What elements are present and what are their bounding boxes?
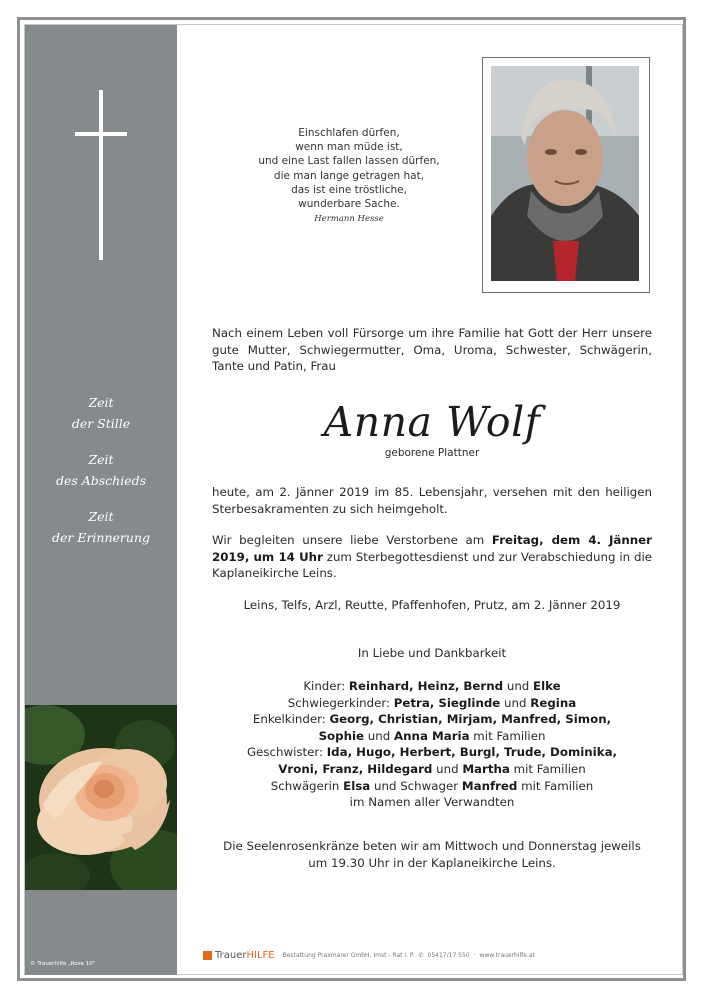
quote-line: wunderbare Sache.: [298, 198, 400, 211]
portrait-photo: [491, 66, 639, 281]
funeral-date: Freitag, dem 4. Jänner 2019, um 14 Uhr: [212, 533, 653, 564]
rose-image: [25, 705, 177, 890]
names: Anna Maria: [394, 728, 470, 743]
names: Petra, Sieglinde: [393, 695, 501, 710]
label: und Schwager: [370, 778, 462, 793]
brand-part: Trauer: [215, 949, 247, 961]
family-list: [212, 678, 652, 811]
conj: und: [500, 695, 531, 710]
phone-text: 05417/17 550: [427, 951, 470, 959]
names: Regina: [530, 695, 577, 710]
trauerhilfe-logo-icon: [203, 951, 212, 960]
quote-line: Einschlafen dürfen,: [298, 127, 400, 139]
funeral-pre: Wir begleiten unsere liebe Verstorbene am: [212, 533, 492, 547]
names: Elsa: [343, 778, 371, 793]
names: Sophie: [318, 728, 365, 743]
family-line: [212, 778, 652, 795]
names: Manfred: [461, 778, 518, 793]
family-line: [212, 728, 652, 745]
family-line: im Namen aller Verwandten: [349, 795, 515, 810]
verse-line: Zeit: [88, 452, 114, 467]
names: Reinhard, Heinz, Bernd: [348, 679, 504, 693]
verse-block: [25, 392, 177, 434]
conj: und: [432, 761, 463, 776]
birth-name: geborene Plattner: [384, 447, 480, 459]
names: Georg, Christian, Mirjam, Manfred, Simon,: [329, 712, 612, 727]
sidebar-verse: [25, 392, 177, 563]
names: Ida, Hugo, Herbert, Burgl, Trude, Dominika,: [326, 745, 618, 760]
verse-block: [25, 506, 177, 548]
quote-line: wenn man müde ist,: [295, 141, 403, 154]
quote-line: die man lange getragen hat,: [273, 169, 425, 182]
verse-line: der Stille: [71, 416, 131, 431]
names: Vroni, Franz, Hildegard: [278, 761, 433, 776]
conj: und: [503, 679, 534, 693]
family-line: [212, 761, 652, 778]
place-date: Leins, Telfs, Arzl, Reutte, Pfaffenhofen, Prutz, am 2. Jänner 2019: [243, 598, 621, 612]
quote-author: Hermann Hesse: [314, 214, 384, 225]
brand-logo: [215, 950, 275, 961]
cross-icon-bar: [75, 132, 127, 136]
label: Schwiegerkinder:: [287, 695, 394, 710]
quote-line: und eine Last fallen lassen dürfen,: [258, 155, 440, 168]
quote: [238, 126, 460, 226]
label: Kinder:: [303, 679, 349, 693]
cross-icon: [99, 90, 103, 260]
family-line: [212, 695, 652, 712]
verse-line: Zeit: [88, 509, 114, 524]
separator: ·: [473, 951, 476, 959]
verse-line: der Erinnerung: [51, 530, 151, 545]
funeral-post: zum Sterbegottesdienst und zur Verabschiedung in die Kaplaneikirche Leins.: [212, 549, 652, 581]
names: Elke: [533, 679, 561, 693]
love-line: In Liebe und Dankbarkeit: [357, 646, 507, 660]
phone-icon: ✆: [418, 951, 424, 959]
label: Schwägerin: [270, 778, 344, 793]
intro-text: Nach einem Leben voll Fürsorge um ihre Familie hat Gott der Herr unsere gute Mutter, Schwiegermutter, Oma, Uroma, Schwester, Schwägerin, Tante und Patin, Frau: [212, 326, 652, 374]
company-text: Bestattung Praxmarer GmbH, Imst - Rat i. P.: [282, 951, 415, 959]
verse-line: des Abschieds: [55, 473, 147, 488]
label: Geschwister:: [246, 745, 327, 760]
family-line: [212, 711, 652, 728]
quote-line: das ist eine tröstliche,: [291, 183, 407, 196]
family-line: [212, 678, 652, 695]
names: Martha: [462, 761, 510, 776]
suffix: mit Familien: [469, 728, 546, 743]
family-line: [212, 744, 652, 761]
label: Enkelkinder:: [252, 712, 330, 727]
footer: [203, 948, 535, 962]
funeral-notice: [212, 532, 652, 582]
website-link[interactable]: www.trauerhilfe.at: [479, 951, 535, 959]
copyright-text: © Trauerhilfe „Rose 10": [30, 961, 96, 967]
suffix: mit Familien: [517, 778, 594, 793]
verse-line: Zeit: [88, 395, 114, 410]
suffix: mit Familien: [509, 761, 586, 776]
deceased-name: Anna Wolf: [323, 398, 541, 446]
conj: und: [364, 728, 395, 743]
death-notice: heute, am 2. Jänner 2019 im 85. Lebensjahr, versehen mit den heiligen Sterbesakramenten zu sich heimgeholt.: [212, 485, 652, 516]
rosary-notice: Die Seelenrosenkränze beten wir am Mittwoch und Donnerstag jeweils um 19.30 Uhr in der Kaplaneikirche Leins.: [223, 839, 641, 870]
brand-part: HILFE: [246, 949, 275, 961]
verse-block: [25, 449, 177, 491]
